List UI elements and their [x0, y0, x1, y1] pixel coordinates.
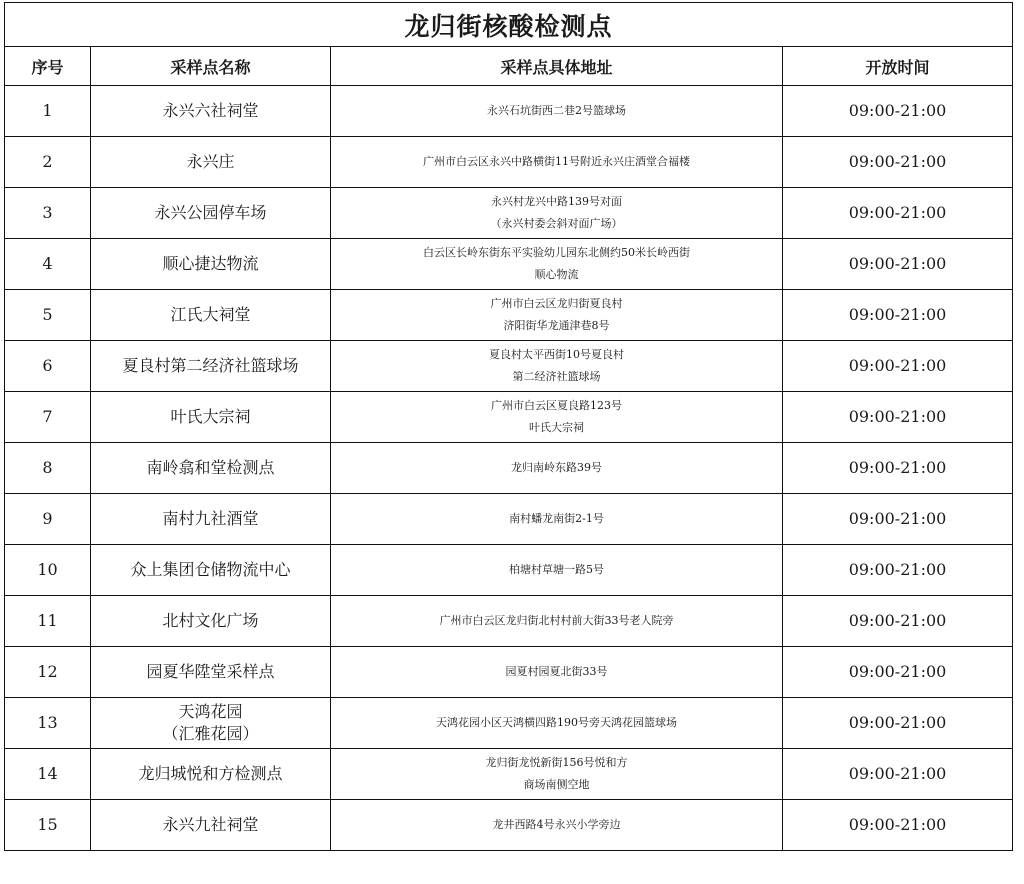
site-address-cell	[331, 545, 783, 596]
site-address-line: 龙归街龙悦新街156号悦和方	[485, 756, 628, 769]
opening-hours-cell: 09:00-21:00	[783, 749, 1013, 800]
site-address-cell	[331, 188, 783, 239]
header-address: 采样点具体地址	[331, 47, 783, 86]
site-address-line: 永兴村龙兴中路139号对面	[491, 195, 622, 208]
site-address-cell	[331, 392, 783, 443]
site-address-line: 柏塘村草塘一路5号	[509, 563, 604, 576]
site-name-cell	[91, 443, 331, 494]
opening-hours-cell: 09:00-21:00	[783, 647, 1013, 698]
row-index-cell: 4	[5, 239, 91, 290]
table-row	[5, 188, 1013, 239]
testing-sites-sheet	[4, 2, 1012, 882]
site-address-line: 永兴石坑街西二巷2号篮球场	[487, 104, 626, 117]
site-address-line: 广州市白云区龙归街夏良村	[490, 297, 623, 310]
opening-hours-cell: 09:00-21:00	[783, 698, 1013, 749]
site-name-line: 天鸿花园	[178, 702, 243, 721]
row-index-cell: 13	[5, 698, 91, 749]
header-name: 采样点名称	[91, 47, 331, 86]
sheet-title: 龙归街核酸检测点	[5, 3, 1013, 47]
site-name-cell	[91, 290, 331, 341]
row-index-cell: 5	[5, 290, 91, 341]
opening-hours-cell: 09:00-21:00	[783, 596, 1013, 647]
site-address-line: 商场南侧空地	[523, 778, 590, 791]
site-name-cell	[91, 188, 331, 239]
site-address-line: （永兴村委会斜对面广场）	[490, 217, 623, 230]
site-name-cell	[91, 239, 331, 290]
site-name-line: 南村九社酒堂	[162, 509, 259, 528]
site-name-cell	[91, 341, 331, 392]
table-row	[5, 749, 1013, 800]
row-index-cell: 14	[5, 749, 91, 800]
site-name-cell	[91, 494, 331, 545]
header-hours: 开放时间	[783, 47, 1013, 86]
site-address-line: 叶氏大宗祠	[529, 421, 584, 434]
header-index: 序号	[5, 47, 91, 86]
opening-hours-cell: 09:00-21:00	[783, 188, 1013, 239]
table-row	[5, 290, 1013, 341]
opening-hours-cell: 09:00-21:00	[783, 800, 1013, 851]
site-address-line: 园夏村园夏北街33号	[505, 665, 608, 678]
site-address-line: 广州市白云区永兴中路横街11号附近永兴庄酒堂合福楼	[423, 155, 690, 168]
site-name-cell	[91, 698, 331, 749]
table-row	[5, 341, 1013, 392]
site-name-line: 叶氏大宗祠	[170, 407, 251, 426]
site-name-line: 园夏华陞堂采样点	[146, 662, 275, 681]
row-index-cell: 9	[5, 494, 91, 545]
site-name-line: 龙归城悦和方检测点	[138, 764, 283, 783]
testing-sites-table	[4, 2, 1013, 851]
site-address-cell	[331, 647, 783, 698]
site-address-line: 顺心物流	[534, 268, 579, 281]
site-address-line: 龙井西路4号永兴小学旁边	[492, 818, 621, 831]
table-row	[5, 392, 1013, 443]
row-index-cell: 11	[5, 596, 91, 647]
site-name-cell	[91, 545, 331, 596]
site-name-line: 永兴公园停车场	[154, 203, 267, 222]
row-index-cell: 8	[5, 443, 91, 494]
site-address-line: 龙归南岭东路39号	[511, 461, 602, 474]
table-row	[5, 545, 1013, 596]
table-row	[5, 494, 1013, 545]
opening-hours-cell: 09:00-21:00	[783, 290, 1013, 341]
row-index-cell: 12	[5, 647, 91, 698]
site-address-line: 天鸿花园小区天鸿横四路190号旁天鸿花园篮球场	[436, 716, 677, 729]
site-address-cell	[331, 443, 783, 494]
opening-hours-cell: 09:00-21:00	[783, 392, 1013, 443]
site-name-line: 北村文化广场	[162, 611, 259, 630]
table-row	[5, 596, 1013, 647]
site-address-cell	[331, 137, 783, 188]
site-address-line: 白云区长岭东街东平实验幼儿园东北侧约50米长岭西街	[423, 246, 690, 259]
table-row	[5, 443, 1013, 494]
table-row	[5, 239, 1013, 290]
site-name-line: 永兴九社祠堂	[162, 815, 259, 834]
table-body	[5, 86, 1013, 851]
site-address-line: 济阳街华龙通津巷8号	[503, 319, 610, 332]
site-name-line: 南岭翕和堂检测点	[146, 458, 275, 477]
site-address-cell	[331, 596, 783, 647]
row-index-cell: 7	[5, 392, 91, 443]
row-index-cell: 15	[5, 800, 91, 851]
row-index-cell: 6	[5, 341, 91, 392]
site-name-line: 永兴六社祠堂	[162, 101, 259, 120]
site-address-line: 广州市白云区夏良路123号	[491, 399, 622, 412]
site-name-cell	[91, 647, 331, 698]
site-address-cell	[331, 698, 783, 749]
site-address-cell	[331, 239, 783, 290]
table-row	[5, 86, 1013, 137]
site-name-cell	[91, 800, 331, 851]
site-address-cell	[331, 749, 783, 800]
site-name-line: 江氏大祠堂	[170, 305, 251, 324]
site-address-cell	[331, 494, 783, 545]
table-row	[5, 137, 1013, 188]
site-name-cell	[91, 749, 331, 800]
opening-hours-cell: 09:00-21:00	[783, 494, 1013, 545]
row-index-cell: 10	[5, 545, 91, 596]
site-name-line: （汇雅花园）	[162, 724, 259, 743]
site-name-cell	[91, 86, 331, 137]
site-name-line: 顺心捷达物流	[162, 254, 259, 273]
row-index-cell: 1	[5, 86, 91, 137]
site-address-cell	[331, 290, 783, 341]
site-address-line: 第二经济社篮球场	[512, 370, 601, 383]
table-row	[5, 647, 1013, 698]
opening-hours-cell: 09:00-21:00	[783, 239, 1013, 290]
table-row	[5, 800, 1013, 851]
row-index-cell: 2	[5, 137, 91, 188]
row-index-cell: 3	[5, 188, 91, 239]
site-name-line: 永兴庄	[186, 152, 235, 171]
site-name-line: 众上集团仓储物流中心	[130, 560, 291, 579]
site-address-line: 南村蟠龙南街2-1号	[509, 512, 604, 525]
opening-hours-cell: 09:00-21:00	[783, 137, 1013, 188]
opening-hours-cell: 09:00-21:00	[783, 443, 1013, 494]
site-name-cell	[91, 392, 331, 443]
table-row	[5, 698, 1013, 749]
opening-hours-cell: 09:00-21:00	[783, 545, 1013, 596]
site-address-line: 广州市白云区龙归街北村村前大街33号老人院旁	[439, 614, 674, 627]
site-address-cell	[331, 800, 783, 851]
opening-hours-cell: 09:00-21:00	[783, 86, 1013, 137]
site-address-line: 夏良村太平西街10号夏良村	[489, 348, 624, 361]
site-address-cell	[331, 86, 783, 137]
opening-hours-cell: 09:00-21:00	[783, 341, 1013, 392]
site-name-cell	[91, 596, 331, 647]
header-row	[5, 47, 1013, 86]
site-name-cell	[91, 137, 331, 188]
site-address-cell	[331, 341, 783, 392]
site-name-line: 夏良村第二经济社篮球场	[122, 356, 299, 375]
